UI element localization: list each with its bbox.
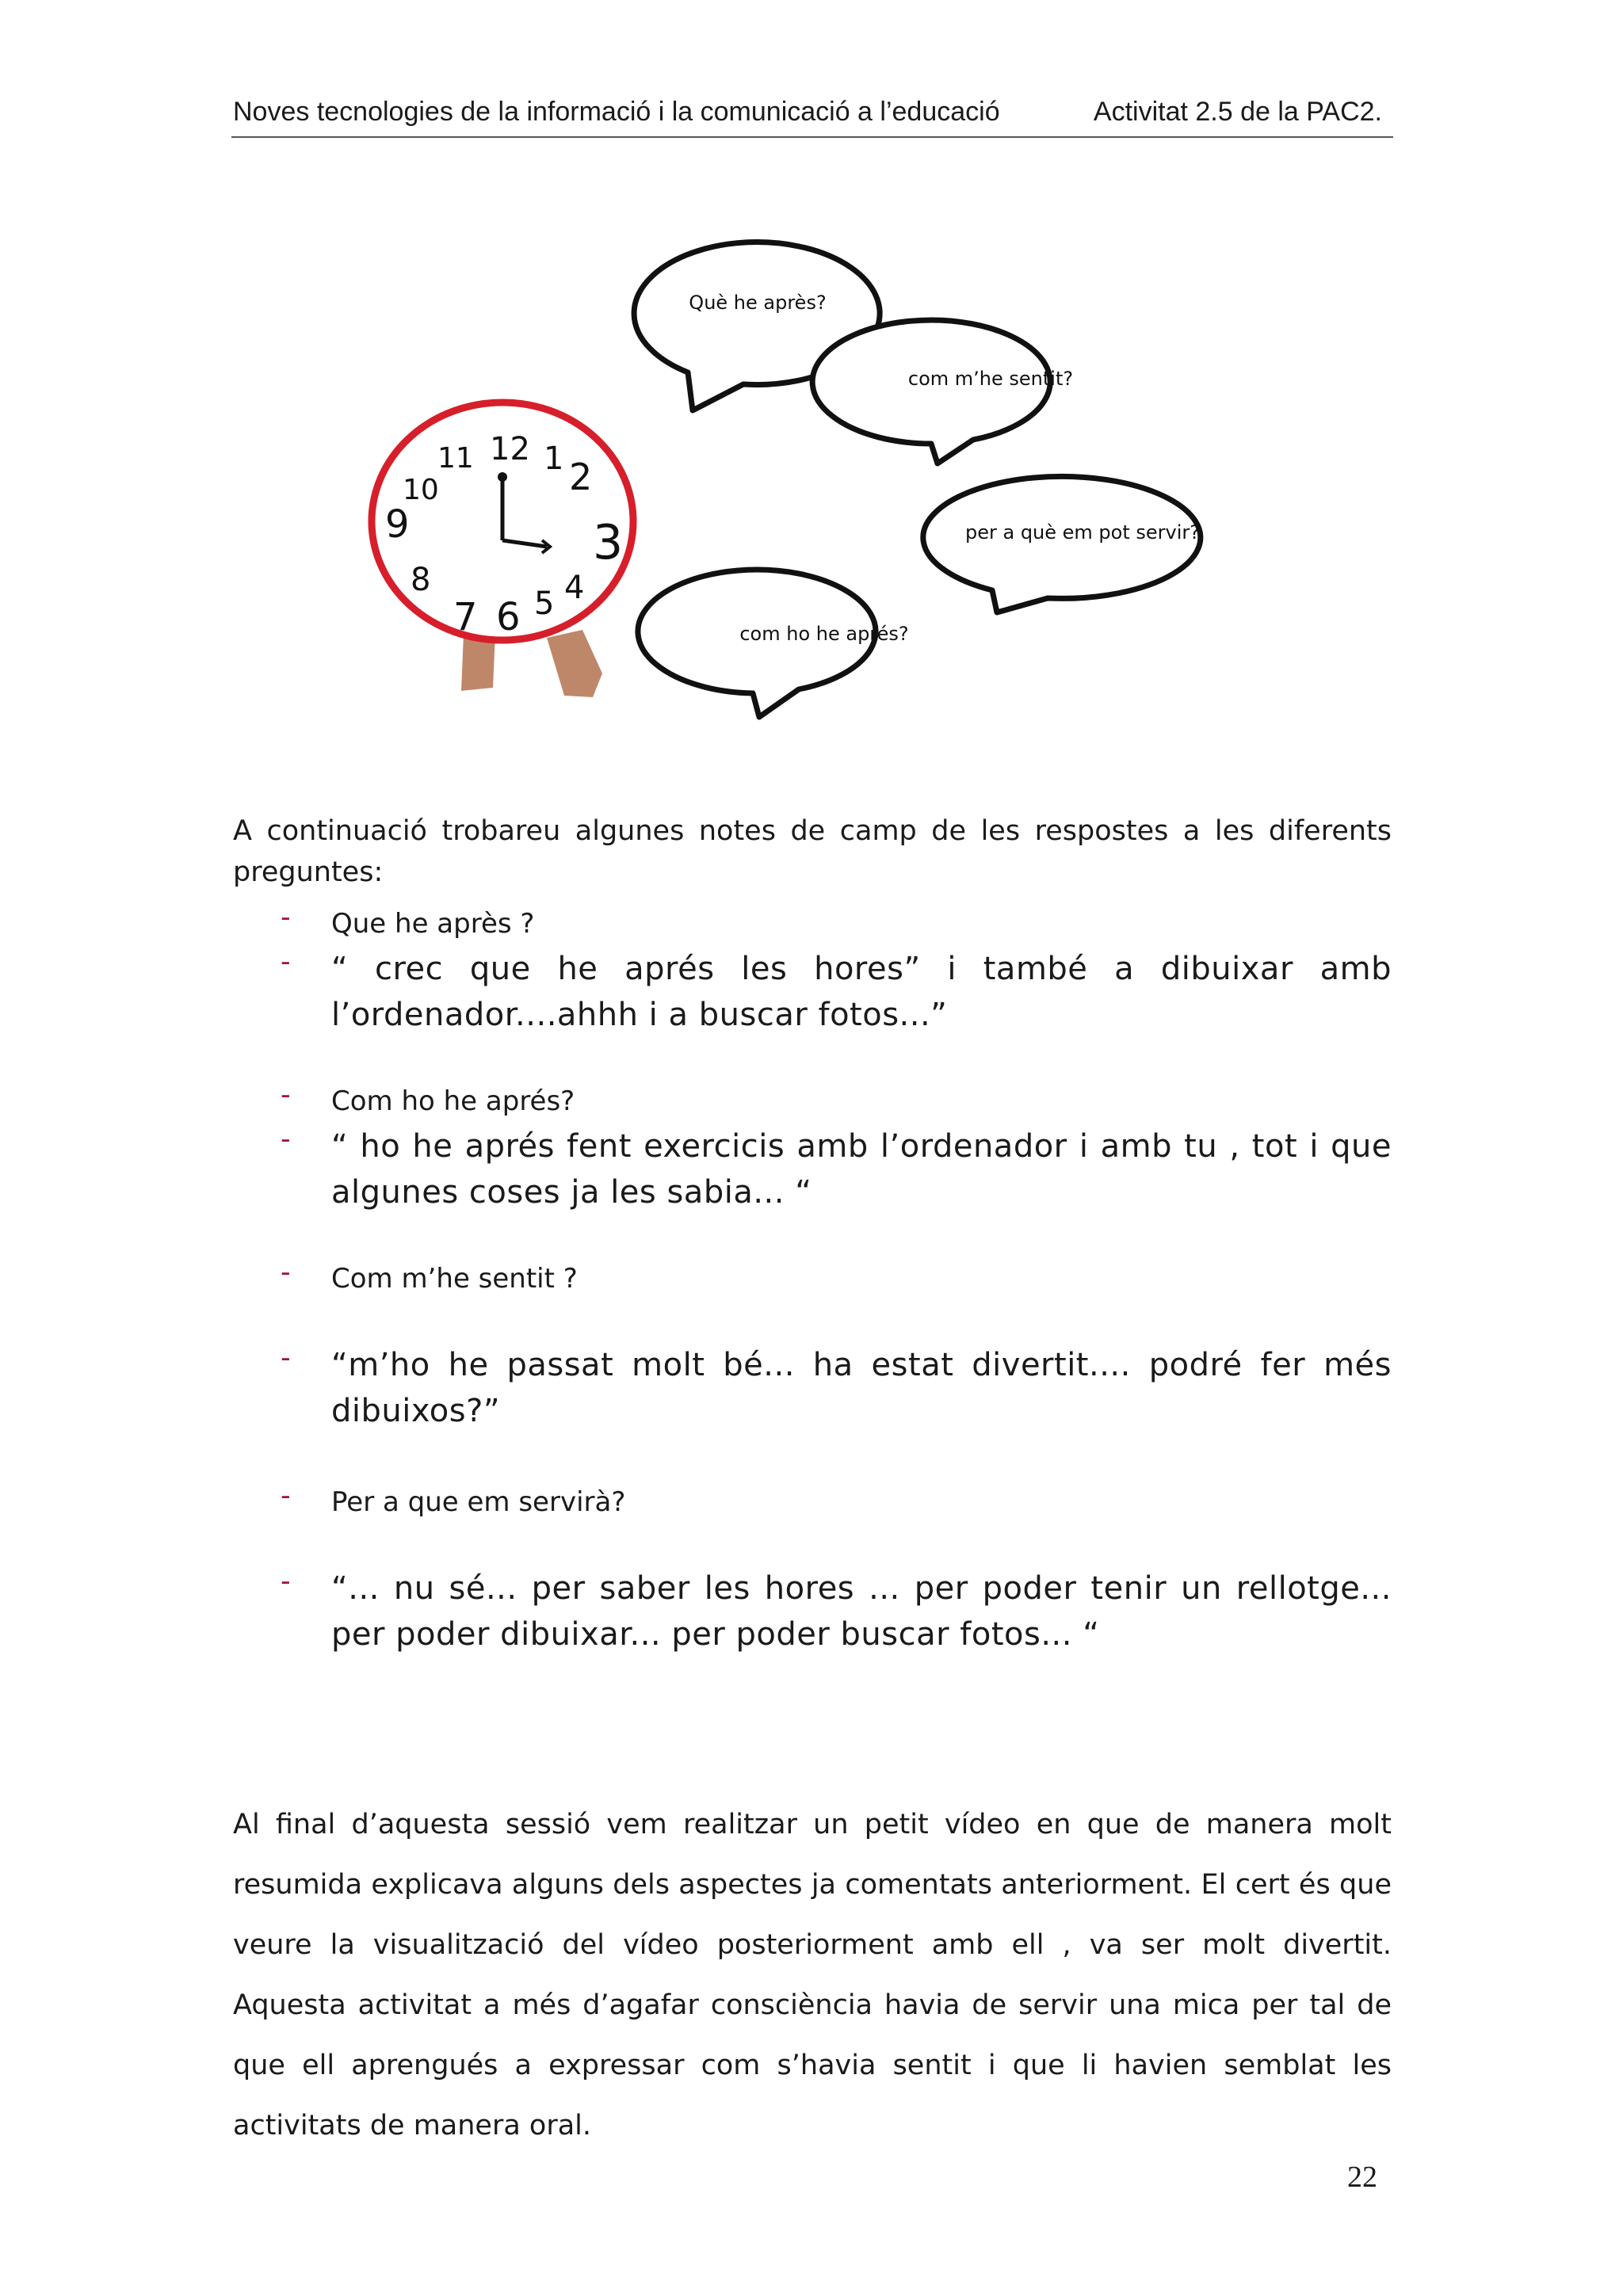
answer-text: “m’ho he passat molt bé... ha estat divertit.... podré fer més dibuixos?” [331,1347,1392,1429]
speech-bubble-how-learned [638,570,909,717]
question-item [233,1257,1392,1301]
list-dash: - [281,1123,291,1155]
clock-number-12: 12 [490,431,530,467]
clock-number-9: 9 [385,502,410,547]
clock-number-8: 8 [411,562,431,598]
svg-text:com ho he aprés?: com ho he aprés? [739,623,909,645]
clock-and-speech-bubbles-illustration [365,238,1260,745]
qa-block-2 [233,1079,1392,1215]
clock-number-1: 1 [544,441,564,477]
answer-text: “... nu sé... per saber les hores ... per poder tenir un rellotge... per poder dibuixar... per poder buscar fotos... “ [331,1570,1392,1653]
answer-item [233,1342,1392,1434]
answer-text: “ crec que he aprés les hores” i també a dibuixar amb l’ordenador....ahhh i a buscar fotos...” [331,951,1392,1033]
question-text: Com m’he sentit ? [331,1263,578,1295]
clock-drawing [372,402,633,697]
svg-text:com m’he sentit?: com m’he sentit? [907,368,1074,390]
qa-block-3 [233,1257,1392,1434]
clock-number-5: 5 [534,585,555,622]
svg-text:per a què em pot servir?: per a què em pot servir? [964,521,1201,543]
question-text: Que he après ? [331,908,535,940]
answer-item [233,1123,1392,1215]
list-dash: - [281,1257,291,1288]
clock-number-11: 11 [437,442,474,475]
list-dash: - [281,1342,291,1374]
clock-number-2: 2 [569,456,593,498]
list-dash: - [281,1079,291,1111]
intro-paragraph: A continuació trobareu algunes notes de camp de les respostes a les diferents preguntes: [233,815,1392,888]
qa-block-4 [233,1480,1392,1657]
clock-number-7: 7 [453,595,478,639]
question-text: Com ho he aprés? [331,1085,575,1117]
page-header [231,97,1393,138]
question-item [233,1079,1392,1123]
list-dash: - [281,946,291,978]
svg-text:Què he après?: Què he après? [689,292,827,314]
speech-bubble-what-for [923,476,1201,612]
list-dash: - [281,902,291,933]
page-number: 22 [1347,2161,1377,2194]
clock-number-6: 6 [496,595,521,639]
clock-number-10: 10 [403,474,439,506]
answer-text: “ ho he aprés fent exercicis amb l’ordenador i amb tu , tot i que algunes coses ja les sabia... “ [331,1128,1392,1211]
clock-number-3: 3 [593,515,624,570]
activity-label: Activitat 2.5 de la PAC2. [1093,97,1382,127]
document-title: Noves tecnologies de la informació i la comunicació a l’educació [233,97,1000,127]
list-dash: - [281,1480,291,1512]
question-item [233,1480,1392,1524]
qa-block-1 [233,902,1392,1038]
clock-number-4: 4 [564,570,585,606]
answer-item [233,1566,1392,1657]
closing-paragraph: Al final d’aquesta sessió vem realitzar un petit vídeo en que de manera molt resumida explicava alguns dels aspectes ja comentats anteriorment. El cert és que veure la visualització del vídeo posteriorment amb ell , va ser molt divertit. Aquesta activitat a més d’agafar consciència havia de servir una mica per tal de que ell aprengués a expressar com s’havia sentit i que li havien semblat les activitats de manera oral. [233,1809,1392,2142]
list-dash: - [281,1566,291,1597]
question-item [233,902,1392,946]
answer-item [233,946,1392,1038]
question-text: Per a que em servirà? [331,1486,626,1518]
speech-bubble-how-felt [812,320,1073,463]
